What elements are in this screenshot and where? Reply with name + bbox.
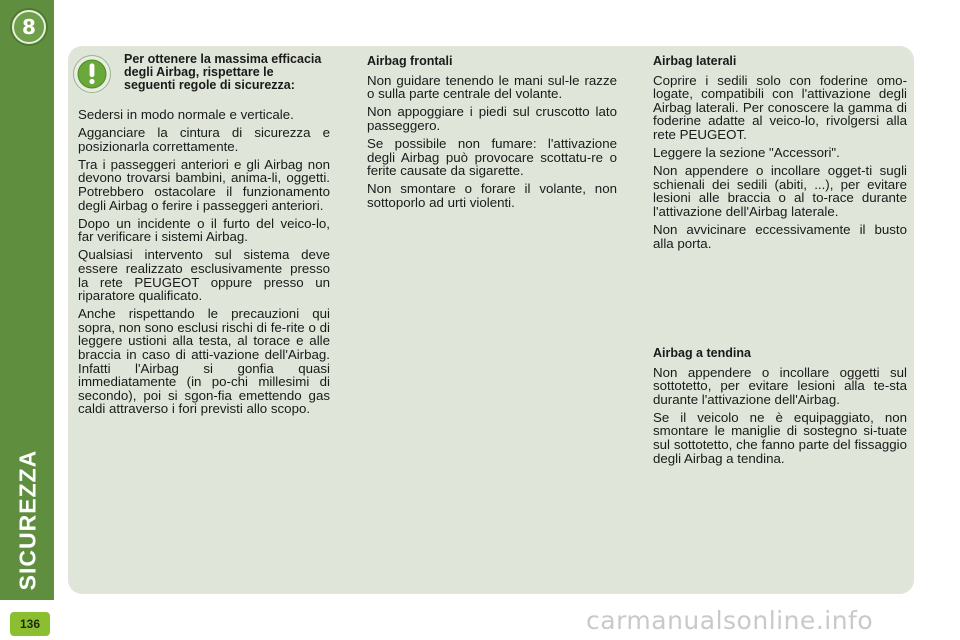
warning-paragraph: Anche rispettando le precauzioni qui sopra, non sono esclusi rischi di fe-rite o di leggere ustioni alla testa, al torace e alle braccia in caso di atti-vazione dell'Airbag. Infatti l'Airbag si gonfia quasi immediatamente (in po-chi millesimi di secondo), poi si sgon-fia emettendo gas caldi attraverso i fori previsti allo scopo. <box>78 306 330 417</box>
side-airbag-paragraph: Coprire i sedili solo con foderine omo-logate, compatibili con l'attivazione degli Airbag laterali. Per conoscere la gamma di foderine adatte al veico-lo, rivolgersi alla rete PEUGEOT. <box>653 72 907 142</box>
side-airbag-column <box>653 55 907 255</box>
frontal-airbag-paragraph: Non guidare tenendo le mani sul-le razze o sulla parte centrale del volante. <box>367 72 617 102</box>
watermark: carmanualsonline.info <box>586 606 874 635</box>
side-airbag-paragraph: Non avvicinare eccessivamente il busto alla porta. <box>653 222 907 251</box>
side-airbag-heading: Airbag laterali <box>653 54 737 68</box>
chapter-number-badge <box>12 10 46 44</box>
frontal-airbag-heading: Airbag frontali <box>367 54 453 68</box>
warning-paragraph: Agganciare la cintura di sicurezza e posizionarla correttamente. <box>78 125 330 154</box>
frontal-airbag-paragraph: Non appoggiare i piedi sul cruscotto lato passeggero. <box>367 104 617 133</box>
curtain-airbag-section <box>653 347 907 470</box>
warning-paragraph: Qualsiasi intervento sul sistema deve essere realizzato esclusivamente presso la rete PEUGEOT oppure presso un riparatore qualificato. <box>78 247 330 304</box>
page-number-tab <box>10 612 50 636</box>
chapter-title: SICUREZZA <box>14 449 41 591</box>
exclamation-warning-icon <box>72 54 112 94</box>
curtain-airbag-heading: Airbag a tendina <box>653 346 751 360</box>
side-airbag-paragraph: Non appendere o incollare ogget-ti sugli schienali dei sedili (abiti, ...), per evitare lesioni alle braccia o al to-race durante l'attivazione dell'Airbag laterale. <box>653 163 907 219</box>
curtain-airbag-paragraph: Non appendere o incollare oggetti sul sottotetto, per evitare lesioni alla te-sta durante l'attivazione dell'Airbag. <box>653 364 907 407</box>
chapter-sidebar <box>0 0 54 600</box>
warning-paragraph: Tra i passeggeri anteriori e gli Airbag non devono trovarsi bambini, anima-li, oggetti. Potrebbero ostacolare il funzionamento degli Airbag o ferire i passeggeri anteriori. <box>78 156 330 213</box>
frontal-airbag-paragraph: Se possibile non fumare: l'attivazione degli Airbag può provocare scottatu-re o ferite causate da sigarette. <box>367 135 617 179</box>
chapter-number: 8 <box>22 15 36 39</box>
warning-column <box>78 108 330 420</box>
frontal-airbag-column <box>367 55 617 214</box>
warning-paragraph: Sedersi in modo normale e verticale. <box>78 107 294 122</box>
chapter-title-container <box>8 440 48 600</box>
side-airbag-paragraph: Leggere la sezione "Accessori". <box>653 145 840 161</box>
warning-paragraph: Dopo un incidente o il furto del veico-lo, far verificare i sistemi Airbag. <box>78 215 330 245</box>
curtain-airbag-paragraph: Se il veicolo ne è equipaggiato, non smontare le maniglie di sostegno si-tuate sul sottotetto, che fanno parte del fissaggio degli Airbag a tendina. <box>653 409 907 466</box>
frontal-airbag-paragraph: Non smontare o forare il volante, non sottoporlo ad urti violenti. <box>367 181 617 210</box>
warning-title: Per ottenere la massima efficacia degli Airbag, rispettare le seguenti regole di sicurezza: <box>124 52 322 92</box>
page-number: 136 <box>19 617 41 631</box>
